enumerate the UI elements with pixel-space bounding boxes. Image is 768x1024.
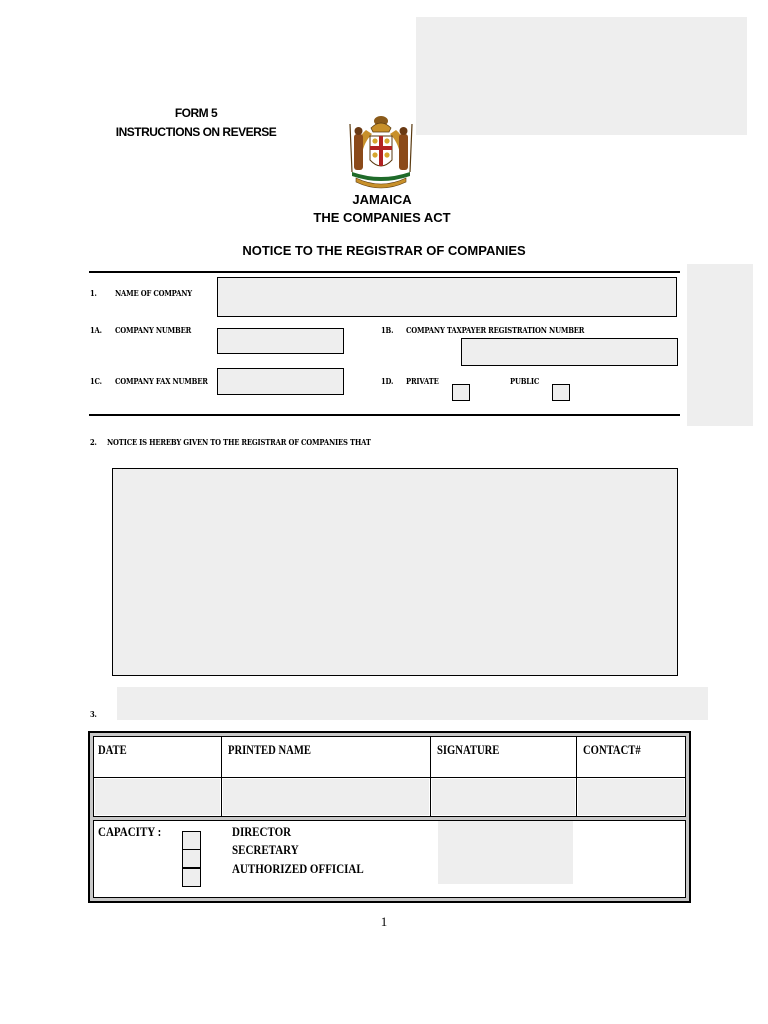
notice-text-area[interactable] [112,468,678,676]
name-label: NAME OF COMPANY [115,288,192,298]
printed-name-column-header: PRINTED NAME [228,743,311,757]
date-column-header: DATE [98,743,127,757]
private-label: PRIVATE [406,376,439,386]
contact-column-header: CONTACT# [583,743,641,757]
notice-title: NOTICE TO THE REGISTRAR OF COMPANIES [242,243,526,258]
number-number: 1A. [90,325,102,335]
public-label: PUBLIC [510,376,540,386]
number-label: COMPANY NUMBER [115,325,192,335]
name-number: 1. [90,288,97,298]
public-checkbox[interactable] [552,384,570,401]
type-number: 1D. [381,376,394,386]
director-checkbox[interactable] [182,831,201,850]
section3-field[interactable] [117,687,708,720]
notice-label: NOTICE IS HEREBY GIVEN TO THE REGISTRAR OF COMPANIES THAT [107,437,371,447]
secretary-checkbox[interactable] [182,849,201,868]
fax-label: COMPANY FAX NUMBER [115,376,208,386]
office-use-block-side [687,264,753,426]
authorized-official-option: AUTHORIZED OFFICIAL [232,862,364,876]
signature-column-header: SIGNATURE [437,743,500,757]
company-fax-field[interactable] [217,368,344,395]
company-number-field[interactable] [217,328,344,354]
capacity-panel [93,820,686,898]
section-rule-top [89,271,680,273]
form-number: FORM 5 [174,106,218,120]
section3-number: 3. [90,709,97,719]
signature-table [88,731,691,903]
section-rule-bottom [89,414,680,416]
secretary-option: SECRETARY [232,843,299,857]
notice-number: 2. [90,437,97,447]
date-field[interactable] [95,779,220,815]
act-title: THE COMPANIES ACT [313,210,451,225]
office-use-block-top [416,17,747,135]
printed-name-field[interactable] [223,779,429,815]
instructions-note: INSTRUCTIONS ON REVERSE [115,125,277,139]
fax-number: 1C. [90,376,102,386]
signature-field[interactable] [432,779,575,815]
capacity-label: CAPACITY : [98,825,162,839]
company-name-field[interactable] [217,277,677,317]
signature-header-panel [93,736,686,817]
director-option: DIRECTOR [232,825,292,839]
contact-field[interactable] [578,779,684,815]
coat-of-arms-icon [344,110,418,190]
capacity-stamp-field[interactable] [438,821,573,884]
trn-label: COMPANY TAXPAYER REGISTRATION NUMBER [406,325,585,335]
private-checkbox[interactable] [452,384,470,401]
country-title: JAMAICA [352,192,412,207]
trn-field[interactable] [461,338,678,366]
page-number: 1 [380,914,388,929]
trn-number: 1B. [381,325,394,335]
authorized-official-checkbox[interactable] [182,868,201,887]
